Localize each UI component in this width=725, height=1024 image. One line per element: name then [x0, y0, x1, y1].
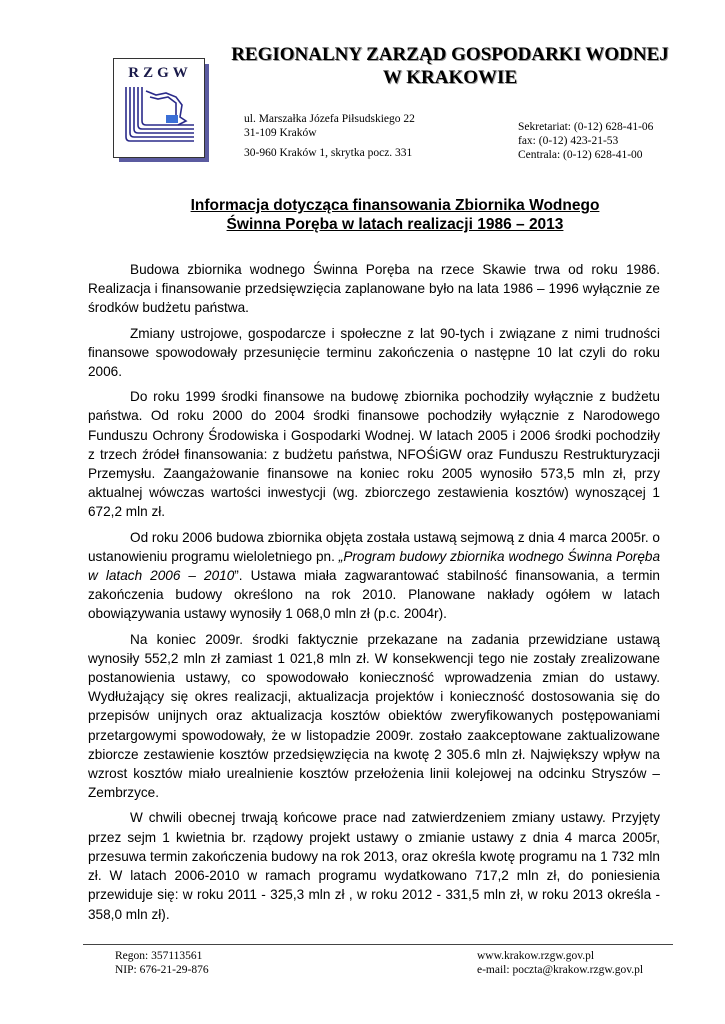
- logo-frame: [113, 58, 205, 158]
- program-name: „Program budowy zbiornika wodnego Świnna Poręba w latach 2006 – 2010: [88, 548, 661, 584]
- address-city: 31-109 Kraków: [244, 127, 317, 139]
- contact-switchboard: Centrala: (0-12) 628-41-00: [518, 149, 643, 161]
- paragraph-4-text-b: ”. Ustawa miała zagwarantować stabilność finansowania, a termin zakończenia budowy określono na rok 2010. Planowane nakłady ogółem w latach obowiązywania ustawy wynosiły 1 068,0 mln zł (p.c. 2004r).: [88, 568, 660, 622]
- contact-fax: fax: (0-12) 423-21-53: [518, 135, 619, 147]
- paragraph-2: Zmiany ustrojowe, gospodarcze i społeczne z lat 90-tych i związane z nimi trudności finansowe spowodowały przesunięcie terminu zakończenia o następne 10 lat czyli do roku 2006.: [88, 325, 660, 380]
- document-title: [70, 196, 720, 234]
- organization-title-line1: REGIONALNY ZARZĄD GOSPODARKI WODNEJ: [231, 44, 669, 65]
- document-title-line2: Świnna Poręba w latach realizacji 1986 – 2013: [226, 216, 564, 233]
- footer-email-link[interactable]: e-mail: poczta@krakow.rzgw.gov.pl: [477, 964, 644, 976]
- footer-regon: Regon: 357113561: [115, 950, 203, 962]
- paragraph-5: Na koniec 2009r. środki faktycznie przekazane na zadania przewidziane ustawą wynosiły 552,2 mln zł zamiast 1 021,8 mln zł. W konsekwencji tego nie zostały zrealizowane postanowienia ustawy, co spowodowało konieczność wprowadzenia zmian do ustawy. Wydłużający się okres realizacji, aktualizacja projektów i konieczność dostosowania się do przepisów unijnych oraz aktualizacja kosztów obiektów zweryfikowanych postępowaniami przetargowymi spowodowały, że w listopadzie 2009r. zostało zaakceptowane zaktualizowane zbiorcze zestawienie kosztów przedsięwzięcia na kwotę 2 305.6 mln zł. Największy wpływ na wzrost kosztów miało urealnienie kosztów przełożenia linii kolejowej na odcinku Stryszów – Zembrzyce.: [88, 631, 660, 801]
- paragraph-3: Do roku 1999 środki finansowe na budowę zbiornika pochodziły wyłącznie z budżetu państwa. Od roku 2000 do 2004 środki finansowe pochodziły wyłącznie z Narodowego Funduszu Ochrony Środowiska i Gospodarki Wodnej. W latach 2005 i 2006 środki pochodziły z trzech źródeł finansowania: z budżetu państwa, NFOŚiGW oraz Funduszu Restrukturyzacji Przemysłu. Zaangażowanie finansowe na koniec roku 2005 wynosiło 573,5 mln zł, przy aktualnej wówczas wartości inwestycji (wg. zbiorczego zestawienia kosztów) wynoszącej 1 672,2 mln zł.: [88, 389, 660, 520]
- rzgw-logo: [113, 58, 207, 160]
- footer-website-link[interactable]: www.krakow.rzgw.gov.pl: [477, 950, 595, 962]
- footer-contact: [477, 949, 643, 977]
- document-title-line1: Informacja dotycząca finansowania Zbiornika Wodnego: [190, 197, 600, 214]
- paragraph-4: [88, 528, 660, 624]
- address-po-box: 30-960 Kraków 1, skrytka pocz. 331: [244, 147, 413, 159]
- address-street: ul. Marszałka Józefa Piłsudskiego 22: [244, 113, 415, 125]
- contact-secretariat: Sekretariat: (0-12) 628-41-06: [518, 121, 654, 133]
- logo-emblem-icon: [122, 85, 198, 151]
- logo-text: RZGW: [128, 65, 192, 81]
- footer-divider: [83, 944, 673, 945]
- address-block: [244, 112, 415, 160]
- paragraph-4-text-a: Od roku 2006 budowa zbiornika objęta została ustawą sejmową z dnia 4 marca 2005r. o ustanowieniu programu wieloletniego pn.: [88, 529, 660, 564]
- footer-nip: NIP: 676-21-29-876: [115, 964, 209, 976]
- paragraph-6: W chwili obecnej trwają końcowe prace nad zatwierdzeniem zmiany ustawy. Przyjęty przez sejm 1 kwietnia br. rządowy projekt ustawy o zmianie ustawy z dnia 4 marca 2005r, przesuwa termin zakończenia budowy na rok 2013, oraz określa kwotę programu na 1 732 mln zł. W latach 2006-2010 w ramach programu wydatkowano 717,2 mln zł, do poniesienia przewiduje się: w roku 2011 - 325,3 mln zł , w roku 2012 - 331,5 mln zł, w roku 2013 określa - 358,0 mln zł).: [88, 810, 660, 922]
- footer-ids: [115, 949, 209, 977]
- organization-title: [215, 43, 685, 89]
- document-body: [88, 260, 660, 930]
- paragraph-1: Budowa zbiornika wodnego Świnna Poręba na rzece Skawie trwa od roku 1986. Realizacja i finansowanie przedsięwzięcia zaplanowane było na lata 1986 – 1996 wyłącznie ze środków budżetu państwa.: [88, 262, 660, 316]
- organization-title-line2: W KRAKOWIE: [382, 67, 518, 88]
- contact-block: [518, 120, 653, 162]
